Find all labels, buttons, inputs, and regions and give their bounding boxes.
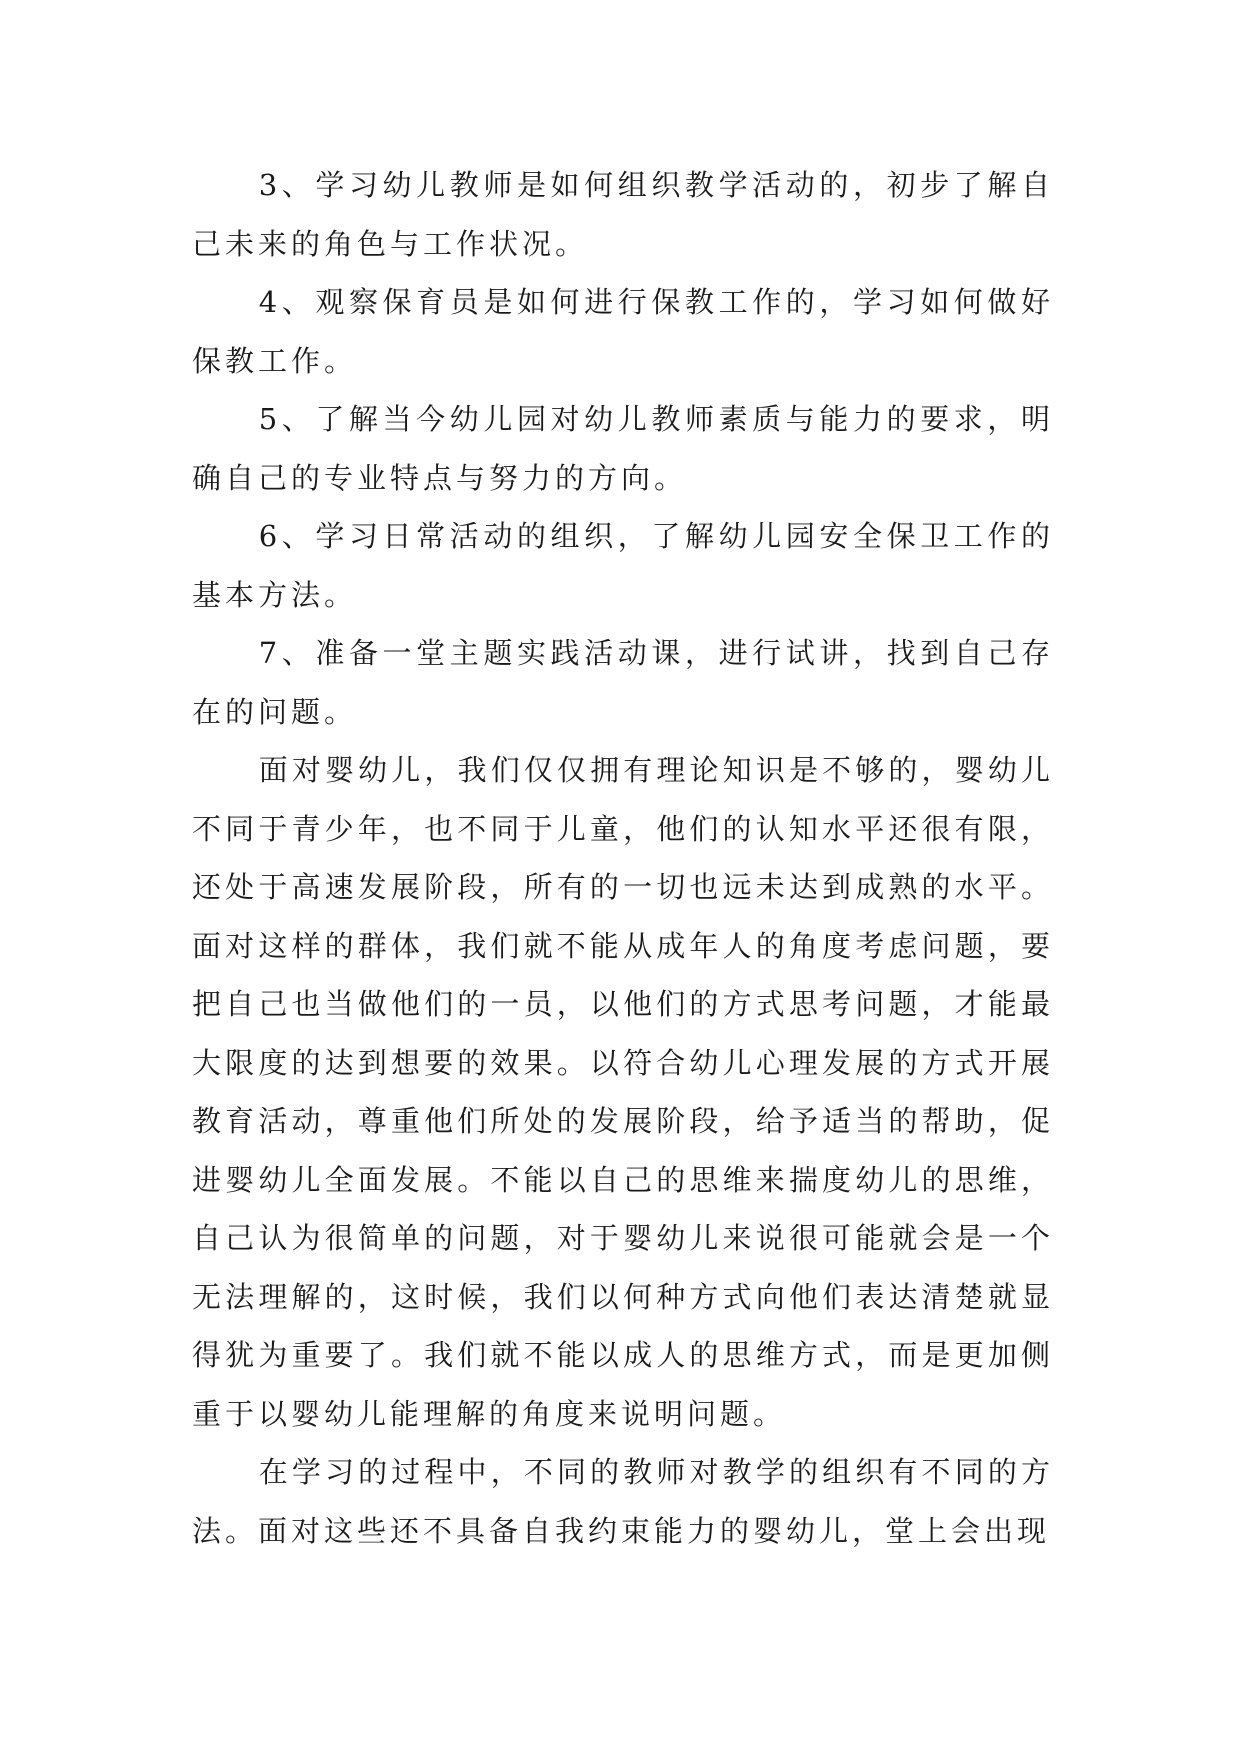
paragraph-item-6: 6、学习日常活动的组织，了解幼儿园安全保卫工作的基本方法。	[192, 519, 1054, 612]
paragraph-item-4: 4、观察保育员是如何进行保教工作的，学习如何做好保教工作。	[192, 285, 1054, 378]
document-body	[192, 156, 1054, 1560]
paragraph-infant-understanding: 面对婴幼儿，我们仅仅拥有理论知识是不够的，婴幼儿不同于青少年，也不同于儿童，他们的认知水平还很有限，还处于高速发展阶段，所有的一切也远未达到成熟的水平。面对这样的群体，我们就不能从成年人的角度考虑问题，要把自己也当做他们的一员，以他们的方式思考问题，才能最大限度的达到想要的效果。以符合幼儿心理发展的方式开展教育活动，尊重他们所处的发展阶段，给予适当的帮助，促进婴幼儿全面发展。不能以自己的思维来揣度幼儿的思维，自己认为很简单的问题，对于婴幼儿来说很可能就会是一个无法理解的，这时候，我们以何种方式向他们表达清楚就显得犹为重要了。我们就不能以成人的思维方式，而是更加侧重于以婴幼儿能理解的角度来说明问题。	[192, 753, 1054, 1431]
paragraph-teaching-methods: 在学习的过程中，不同的教师对教学的组织有不同的方法。面对这些还不具备自我约束能力的婴幼儿，堂上会出现	[192, 1455, 1054, 1548]
paragraph-item-7: 7、准备一堂主题实践活动课，进行试讲，找到自己存在的问题。	[192, 636, 1054, 729]
paragraph-item-3: 3、学习幼儿教师是如何组织教学活动的，初步了解自己未来的角色与工作状况。	[192, 168, 1054, 261]
paragraph-item-5: 5、了解当今幼儿园对幼儿教师素质与能力的要求，明确自己的专业特点与努力的方向。	[192, 402, 1054, 495]
